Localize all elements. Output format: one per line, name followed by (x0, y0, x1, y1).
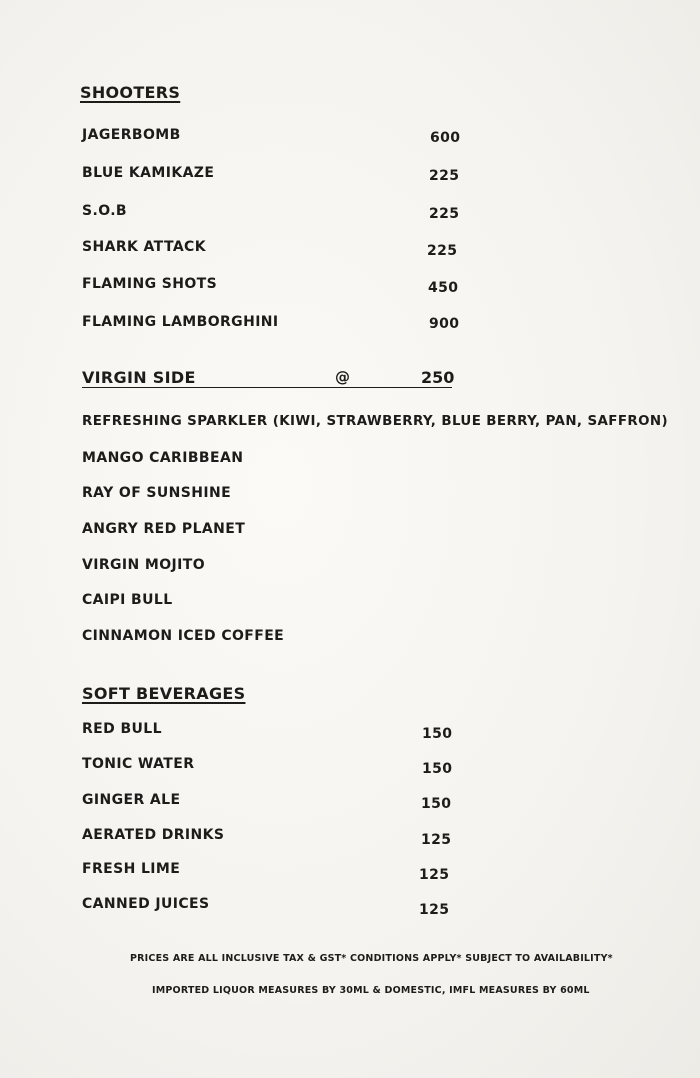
menu-item-name: JAGERBOMB (82, 127, 181, 143)
menu-item-price: 125 (419, 867, 450, 883)
menu-item-name: CINNAMON ICED COFFEE (82, 628, 285, 644)
menu-item-price: 225 (429, 168, 460, 184)
menu-item-name: REFRESHING SPARKLER (KIWI, STRAWBERRY, BLUE BERRY, PAN, SAFFRON) (82, 414, 668, 429)
menu-item-name: FLAMING LAMBORGHINI (82, 314, 279, 330)
menu-item-price: 225 (427, 243, 458, 259)
menu-item-price: 125 (421, 832, 452, 848)
shooters-heading: SHOOTERS (80, 83, 181, 102)
menu-item-price: 225 (429, 206, 460, 222)
menu-item-price: 150 (422, 726, 453, 742)
virgin-side-heading: VIRGIN SIDE (82, 368, 196, 387)
menu-item-name: FLAMING SHOTS (82, 276, 218, 292)
virgin-side-underline (82, 387, 452, 388)
menu-item-name: ANGRY RED PLANET (82, 521, 246, 537)
menu-item-name: GINGER ALE (82, 792, 181, 808)
virgin-side-at: @ (335, 368, 350, 386)
soft-beverages-heading: SOFT BEVERAGES (82, 684, 246, 703)
menu-item-name: CAIPI BULL (82, 592, 173, 608)
menu-item-name: S.O.B (82, 203, 127, 219)
footer-note-measures: IMPORTED LIQUOR MEASURES BY 30ML & DOMESTIC, IMFL MEASURES BY 60ML (152, 985, 590, 996)
menu-item-price: 150 (421, 796, 452, 812)
menu-item-price: 150 (422, 761, 453, 777)
menu-item-name: TONIC WATER (82, 756, 195, 772)
menu-item-price: 450 (428, 280, 459, 296)
menu-item-name: SHARK ATTACK (82, 239, 206, 255)
menu-item-name: FRESH LIME (82, 861, 181, 877)
menu-item-name: RED BULL (82, 721, 162, 737)
menu-item-name: VIRGIN MOJITO (82, 557, 206, 573)
menu-item-name: AERATED DRINKS (82, 827, 225, 843)
menu-item-price: 600 (430, 130, 461, 146)
footer-note-tax: PRICES ARE ALL INCLUSIVE TAX & GST* CONDITIONS APPLY* SUBJECT TO AVAILABILITY* (130, 953, 613, 964)
menu-item-price: 125 (419, 902, 450, 918)
menu-item-name: MANGO CARIBBEAN (82, 450, 244, 466)
menu-item-name: RAY OF SUNSHINE (82, 485, 232, 501)
menu-item-name: BLUE KAMIKAZE (82, 165, 215, 181)
menu-item-price: 900 (429, 316, 460, 332)
menu-item-name: CANNED JUICES (82, 896, 210, 912)
virgin-side-price: 250 (421, 368, 455, 387)
